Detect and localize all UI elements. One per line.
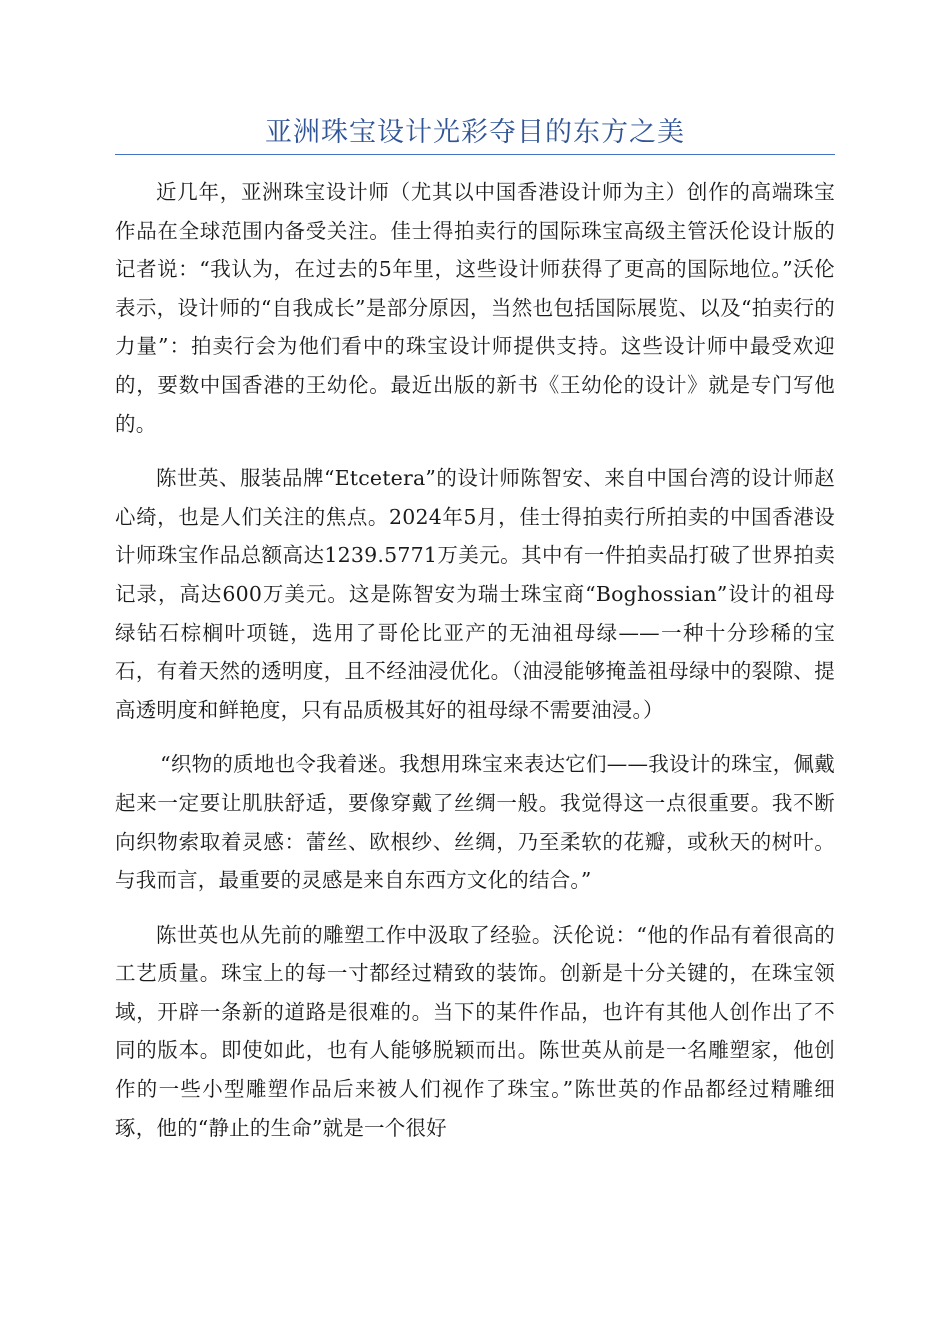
paragraph-2: 陈世英、服装品牌“Etcetera”的设计师陈智安、来自中国台湾的设计师赵心绮，也是人们关注的焦点。2024年5月，佳士得拍卖行所拍卖的中国香港设计师珠宝作品总额高达1239.5771万美元。其中有一件拍卖品打破了世界拍卖记录，高达600万美元。这是陈智安为瑞士珠宝商“Boghossian”设计的祖母绿钻石棕榈叶项链，选用了哥伦比亚产的无油祖母绿——一种十分珍稀的宝石，有着天然的透明度，且不经油浸优化。（油浸能够掩盖祖母绿中的裂隙、提高透明度和鲜艳度，只有品质极其好的祖母绿不需要油浸。） [115, 466, 835, 722]
paragraph-1: 近几年，亚洲珠宝设计师（尤其以中国香港设计师为主）创作的高端珠宝作品在全球范围内备受关注。佳士得拍卖行的国际珠宝高级主管沃伦设计版的记者说：“我认为，在过去的5年里，这些设计师获得了更高的国际地位。”沃伦表示，设计师的“自我成长”是部分原因，当然也包括国际展览、以及“拍卖行的力量”：拍卖行会为他们看中的珠宝设计师提供支持。这些设计师中最受欢迎的，要数中国香港的王幼伦。最近出版的新书《王幼伦的设计》就是专门写他的。 [115, 180, 835, 436]
document-page [115, 0, 835, 1344]
document-title: 亚洲珠宝设计光彩夺目的东方之美 [265, 117, 685, 148]
paragraph-3-quote: “织物的质地也令我着迷。我想用珠宝来表达它们——我设计的珠宝，佩戴起来一定要让肌肤舒适，要像穿戴了丝绸一般。我觉得这一点很重要。我不断向织物索取着灵感：蕾丝、欧根纱、丝绸，乃至柔软的花瓣，或秋天的树叶。与我而言，最重要的灵感是来自东西方文化的结合。” [115, 752, 835, 893]
title-underline [115, 154, 835, 155]
article-body [115, 173, 835, 1147]
paragraph-4: 陈世英也从先前的雕塑工作中汲取了经验。沃伦说：“他的作品有着很高的工艺质量。珠宝上的每一寸都经过精致的装饰。创新是十分关键的，在珠宝领域，开辟一条新的道路是很难的。当下的某件作品，也许有其他人创作出了不同的版本。即使如此，也有人能够脱颖而出。陈世英从前是一名雕塑家，他创作的一些小型雕塑作品后来被人们视作了珠宝。”陈世英的作品都经过精雕细琢，他的“静止的生命”就是一个很好 [115, 922, 835, 1140]
